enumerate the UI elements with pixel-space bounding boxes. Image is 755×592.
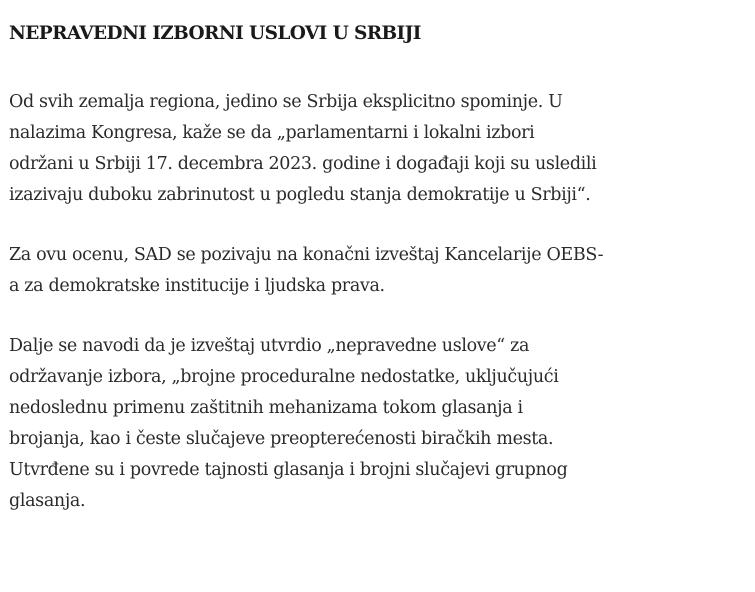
- paragraph-2: [9, 240, 749, 302]
- paragraph-line: nalazima Kongresa, kaže se da „parlamentarni i lokalni izbori: [9, 123, 535, 143]
- paragraph-3: [9, 331, 749, 517]
- paragraph-line: Od svih zemalja regiona, jedino se Srbija eksplicitno spominje. U: [9, 92, 563, 112]
- paragraph-line: nedoslednu primenu zaštitnih mehanizama tokom glasanja i: [9, 398, 523, 418]
- paragraph-line: glasanja.: [9, 491, 86, 511]
- paragraph-line: Za ovu ocenu, SAD se pozivaju na konačni izveštaj Kancelarije OEBS-: [9, 245, 604, 265]
- article-headline: NEPRAVEDNI IZBORNI USLOVI U SRBIJI: [9, 23, 421, 44]
- paragraph-1: [9, 87, 749, 211]
- paragraph-line: Utvrđene su i povrede tajnosti glasanja i brojni slučajevi grupnog: [9, 460, 568, 480]
- article-body: [9, 0, 749, 517]
- paragraph-line: održani u Srbiji 17. decembra 2023. godine i događaji koji su usledili: [9, 154, 597, 174]
- paragraph-line: brojanja, kao i česte slučajeve preopterećenosti biračkih mesta.: [9, 429, 554, 449]
- paragraph-line: a za demokratske institucije i ljudska prava.: [9, 276, 385, 296]
- paragraph-line: izazivaju duboku zabrinutost u pogledu stanja demokratije u Srbiji“.: [9, 185, 591, 205]
- paragraph-line: održavanje izbora, „brojne proceduralne nedostatke, uključujući: [9, 367, 559, 387]
- paragraph-line: Dalje se navodi da je izveštaj utvrdio „nepravedne uslove“ za: [9, 336, 530, 356]
